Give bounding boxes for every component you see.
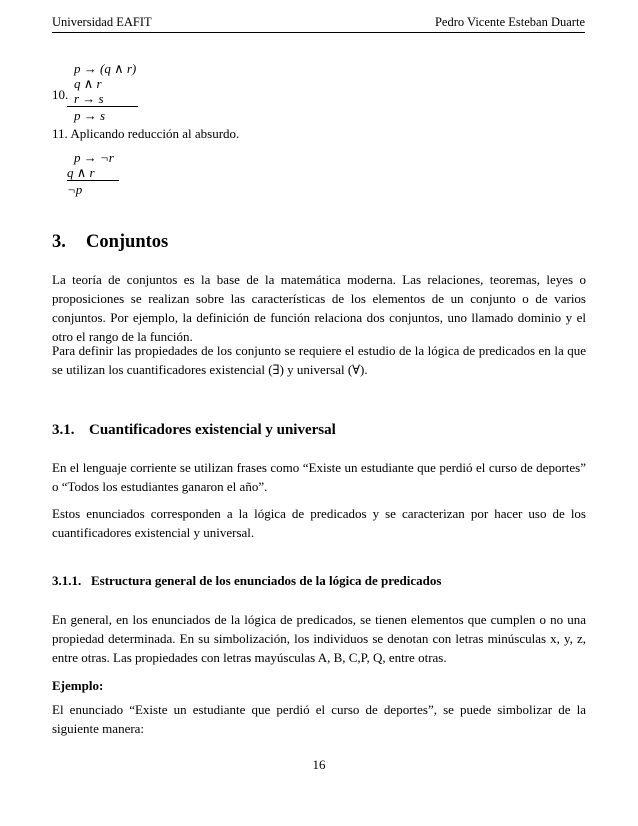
section-3-number: 3. — [52, 232, 66, 252]
item-10-premise-1: p → (q ∧ r) — [74, 61, 137, 76]
section-3-1-heading — [52, 422, 336, 439]
page-number: 16 — [312, 757, 326, 772]
section-3-1-1-title: Estructura general de los enunciados de la lógica de predicados — [91, 573, 442, 588]
header-institution: Universidad EAFIT — [52, 15, 152, 29]
item-11 — [52, 126, 239, 142]
page-header — [52, 14, 585, 33]
section-3-paragraph-2: Para definir las propiedades de los conjunto se requiere el estudio de la lógica de predicados en la que se utilizan los cuantificadores existencial (∃) y universal (∀). — [52, 343, 586, 377]
item-11-inference-line — [67, 180, 119, 181]
item-10-premise-2: q ∧ r — [74, 76, 102, 91]
section-3-1-1-paragraph: En general, en los enunciados de la lógica de predicados, se tienen elementos que cumplen o no una propiedad determinada. En su simbolización, los individuos se denotan con letras minúsculas x, y, z, entre otras. Las propiedades con letras mayúsculas A, B, C,P, Q, entre otras. — [52, 612, 586, 665]
example-text: El enunciado “Existe un estudiante que perdió el curso de deportes”, se puede simbolizar de la siguiente manera: — [52, 702, 586, 736]
item-11-premise-1: p → ¬r — [74, 150, 114, 165]
section-3-heading — [52, 232, 168, 253]
section-3-1-number: 3.1. — [52, 422, 75, 438]
item-11-conclusion: ¬p — [67, 182, 83, 197]
section-3-1-1-heading — [52, 573, 441, 589]
section-3-1-paragraph-2: Estos enunciados corresponden a la lógica de predicados y se caracterizan por hacer uso de los cuantificadores existencial y universal. — [52, 506, 586, 540]
item-11-text: Aplicando reducción al absurdo. — [70, 126, 240, 141]
item-11-premise-2: q ∧ r — [67, 165, 95, 180]
item-10-premise-3: r → s — [74, 91, 104, 106]
section-3-title: Conjuntos — [86, 232, 169, 252]
item-10-inference-line — [67, 106, 138, 107]
item-11-number: 11. — [52, 126, 68, 141]
item-10-number: 10. — [52, 87, 69, 102]
section-3-paragraph-1: La teoría de conjuntos es la base de la matemática moderna. Las relaciones, teoremas, leyes o proposiciones se realizan sobre las características de los elementos de un conjunto o de varios conjuntos. Por ejemplo, la definición de función relaciona dos conjuntos, uno llamado dominio y el otro el rango de la función. — [52, 272, 586, 344]
section-3-1-paragraph-1: En el lenguaje corriente se utilizan frases como “Existe un estudiante que perdió el curso de deportes” o “Todos los estudiantes ganaron el año”. — [52, 460, 586, 494]
item-10-conclusion: p → s — [74, 108, 106, 123]
example-label: Ejemplo: — [52, 678, 104, 693]
section-3-1-title: Cuantificadores existencial y universal — [89, 422, 336, 438]
header-author: Pedro Vicente Esteban Duarte — [434, 15, 585, 29]
section-3-1-1-number: 3.1.1. — [52, 573, 82, 588]
